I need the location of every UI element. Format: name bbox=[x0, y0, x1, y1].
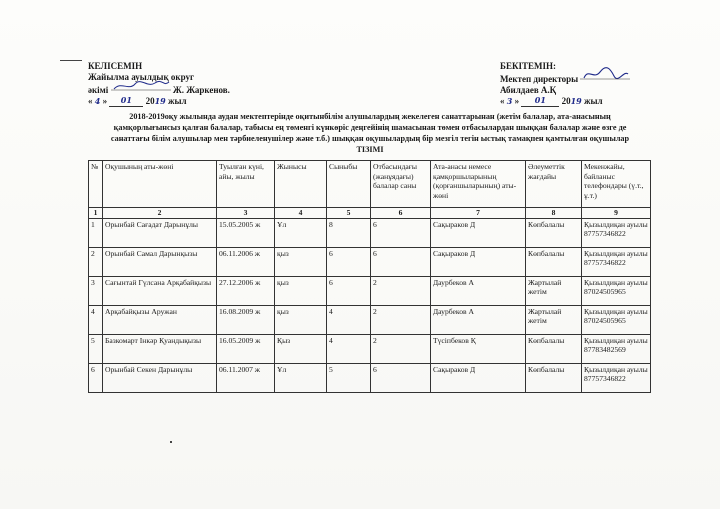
header-cell: Жынысы bbox=[275, 161, 327, 208]
title-line-1: 2018-2019оқу жылында аудан мектептерінде оқитынбілім алушылардың жекелеген санаттарынан (жетім балалар, ата-анасының bbox=[129, 112, 611, 121]
table-row bbox=[89, 334, 651, 363]
social-status: Жартылай жетім bbox=[526, 305, 582, 334]
table-body bbox=[89, 218, 651, 392]
table-row bbox=[89, 247, 651, 276]
row-number: 4 bbox=[89, 305, 103, 334]
column-number: 4 bbox=[275, 208, 327, 219]
table-row bbox=[89, 218, 651, 247]
table-row bbox=[89, 305, 651, 334]
title-line-4: ТІЗІМІ bbox=[356, 145, 384, 154]
gender: Қыз bbox=[275, 334, 327, 363]
column-number: 8 bbox=[526, 208, 582, 219]
gender: қыз bbox=[275, 247, 327, 276]
column-number: 6 bbox=[371, 208, 431, 219]
children-count: 2 bbox=[371, 334, 431, 363]
gender: Ұл bbox=[275, 363, 327, 392]
left-approval-label: КЕЛІСЕМІН bbox=[88, 61, 143, 71]
address-phone: Қызылдиқан ауылы 87757346822 bbox=[582, 218, 651, 247]
column-number: 2 bbox=[103, 208, 217, 219]
address-phone: Қызылдиқан ауылы 87024505965 bbox=[582, 276, 651, 305]
social-status: Көпбалалы bbox=[526, 363, 582, 392]
children-count: 6 bbox=[371, 363, 431, 392]
approval-block-right bbox=[500, 61, 630, 108]
address-phone: Қызылдиқан ауылы 87757346822 bbox=[582, 363, 651, 392]
header-cell: Ата-анасы немесе қамқоршыларының (қорғаншыларының) аты-жөні bbox=[431, 161, 526, 208]
column-number: 5 bbox=[327, 208, 371, 219]
row-number: 3 bbox=[89, 276, 103, 305]
children-count: 6 bbox=[371, 218, 431, 247]
header-cell: Әлеуметтік жағдайы bbox=[526, 161, 582, 208]
birth-date: 15.05.2005 ж bbox=[217, 218, 275, 247]
column-number: 9 bbox=[582, 208, 651, 219]
student-name: Орынбай Секен Дарынұлы bbox=[103, 363, 217, 392]
children-count: 2 bbox=[371, 305, 431, 334]
right-approval-position: Мектеп директоры bbox=[500, 72, 630, 85]
gender: қыз bbox=[275, 305, 327, 334]
left-approval-name: Ж. Жаркенов. bbox=[172, 85, 230, 95]
table-header-row bbox=[89, 161, 651, 208]
birth-date: 16.08.2009 ж bbox=[217, 305, 275, 334]
left-approval-org: Жайылма ауылдық округ bbox=[88, 72, 195, 82]
grade: 4 bbox=[327, 305, 371, 334]
social-status: Көпбалалы bbox=[526, 247, 582, 276]
left-approval-date: « 4 » 01 2019 жыл bbox=[88, 95, 187, 106]
gender: Ұл bbox=[275, 218, 327, 247]
right-approval-label: БЕКІТЕМІН: bbox=[500, 61, 556, 71]
guardian-name: Түсіпбеков Қ bbox=[431, 334, 526, 363]
scan-mark-left bbox=[60, 60, 82, 61]
header-cell: № bbox=[89, 161, 103, 208]
table-row bbox=[89, 276, 651, 305]
grade: 4 bbox=[327, 334, 371, 363]
scan-mark-bottom bbox=[170, 441, 172, 443]
children-count: 6 bbox=[371, 247, 431, 276]
address-phone: Қызылдиқан ауылы 87024505965 bbox=[582, 305, 651, 334]
student-name: Орынбай Самал Дарынқызы bbox=[103, 247, 217, 276]
gender: қыз bbox=[275, 276, 327, 305]
students-table bbox=[88, 160, 651, 393]
address-phone: Қызылдиқан ауылы 87783482569 bbox=[582, 334, 651, 363]
title-line-2: қамқорлығынсыз қалған балалар, табысы ең төменгі күнкөріс деңгейінің шамасынан төмен отбасылардан шыққан балалар және өзге де bbox=[113, 123, 627, 132]
row-number: 5 bbox=[89, 334, 103, 363]
row-number: 6 bbox=[89, 363, 103, 392]
guardian-name: Сақыраков Д bbox=[431, 218, 526, 247]
social-status: Көпбалалы bbox=[526, 218, 582, 247]
approval-block-left bbox=[88, 61, 230, 108]
title-line-3: санаттағы білім алушылар мен тәрбиеленушілер және т.б.) шыққан оқушылардың бір мезгіл тегін ыстық тамақпен қамтылған оқушылар bbox=[110, 134, 630, 143]
guardian-name: Даурбеков А bbox=[431, 276, 526, 305]
guardian-name: Сақыраков Д bbox=[431, 247, 526, 276]
birth-date: 27.12.2006 ж bbox=[217, 276, 275, 305]
left-approval-position: әкімі Ж. Жаркенов. bbox=[88, 83, 230, 96]
grade: 6 bbox=[327, 276, 371, 305]
children-count: 2 bbox=[371, 276, 431, 305]
guardian-name: Даурбеков А bbox=[431, 305, 526, 334]
social-status: Жартылай жетім bbox=[526, 276, 582, 305]
student-name: Арқабайқызы Аружан bbox=[103, 305, 217, 334]
document-title bbox=[80, 111, 660, 155]
row-number: 2 bbox=[89, 247, 103, 276]
student-name: Базкомарт Інкәр Қуандықызы bbox=[103, 334, 217, 363]
table-row bbox=[89, 363, 651, 392]
birth-date: 06.11.2006 ж bbox=[217, 247, 275, 276]
right-approval-date: « 3 » 01 2019 жыл bbox=[500, 95, 603, 106]
header-cell: Отбасындағы (жанұядағы) балалар саны bbox=[371, 161, 431, 208]
guardian-name: Сақыраков Д bbox=[431, 363, 526, 392]
header-cell: Мекенжайы, байланыс телефондары (ү.т., ұ.т.) bbox=[582, 161, 651, 208]
grade: 8 bbox=[327, 218, 371, 247]
address-phone: Қызылдиқан ауылы 87757346822 bbox=[582, 247, 651, 276]
right-approval-name: Абилдаев А.Қ bbox=[500, 85, 557, 95]
student-name: Сағынтай Гүлсана Арқабайқызы bbox=[103, 276, 217, 305]
row-number: 1 bbox=[89, 218, 103, 247]
column-number: 1 bbox=[89, 208, 103, 219]
column-number-row bbox=[89, 208, 651, 219]
header-cell: Оқушының аты-жөні bbox=[103, 161, 217, 208]
column-number: 3 bbox=[217, 208, 275, 219]
header-cell: Туылған күні, айы, жылы bbox=[217, 161, 275, 208]
signature-left bbox=[111, 83, 171, 93]
social-status: Көпбалалы bbox=[526, 334, 582, 363]
student-name: Орынбай Сағадат Дарынұлы bbox=[103, 218, 217, 247]
grade: 6 bbox=[327, 247, 371, 276]
grade: 5 bbox=[327, 363, 371, 392]
birth-date: 06.11.2007 ж bbox=[217, 363, 275, 392]
signature-right bbox=[580, 72, 630, 82]
birth-date: 16.05.2009 ж bbox=[217, 334, 275, 363]
column-number: 7 bbox=[431, 208, 526, 219]
header-cell: Сыныбы bbox=[327, 161, 371, 208]
